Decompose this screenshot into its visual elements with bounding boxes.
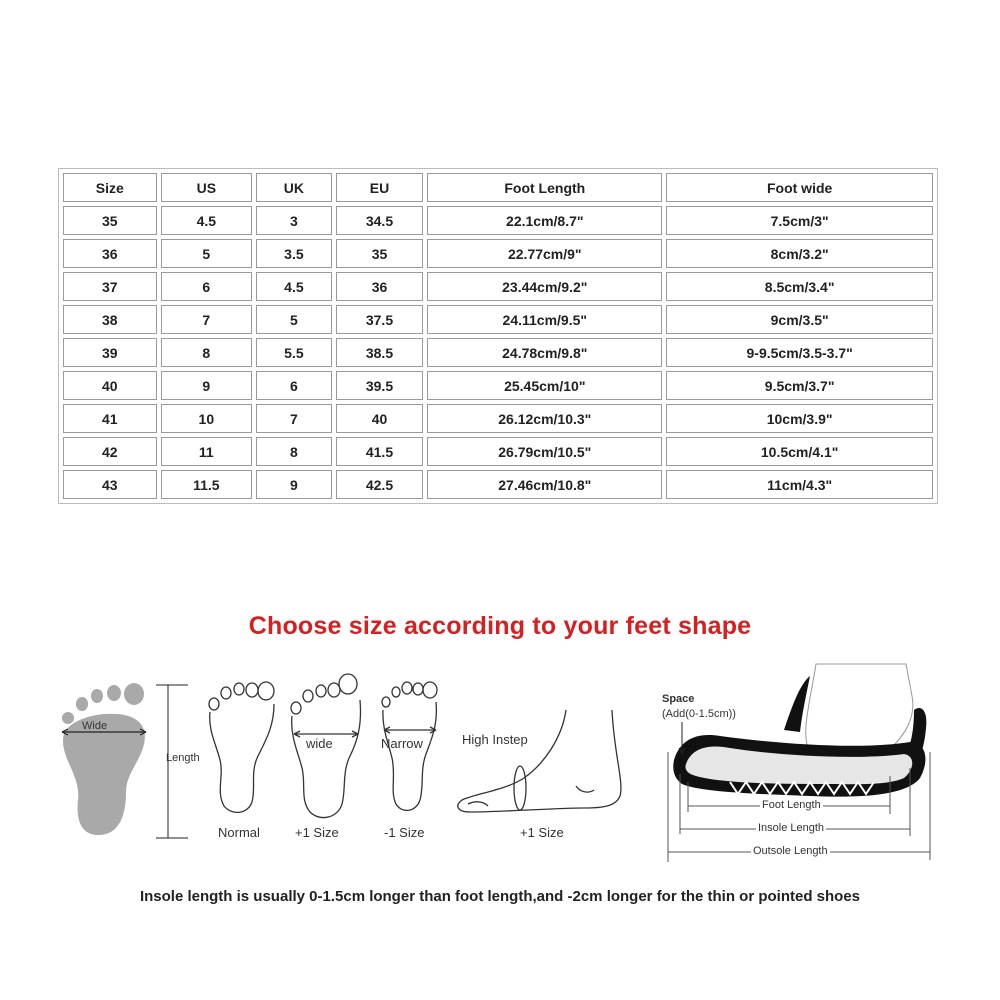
guide-headline: Choose size according to your feet shape [248, 612, 752, 640]
wide-label: Wide [82, 720, 108, 732]
cell-size: 35 [63, 206, 157, 235]
normal-foot-icon [204, 680, 280, 816]
cell-us: 7 [161, 305, 253, 334]
size-chart-table [58, 168, 938, 504]
cell-size: 39 [63, 338, 157, 367]
table-row [63, 338, 933, 367]
outsole-length-label: Outsole Length [753, 845, 828, 857]
table-row [63, 305, 933, 334]
cell-eu: 37.5 [336, 305, 424, 334]
cell-foot-wide: 11cm/4.3" [666, 470, 933, 499]
cell-eu: 34.5 [336, 206, 424, 235]
cell-eu: 42.5 [336, 470, 424, 499]
cell-us: 10 [161, 404, 253, 433]
cell-foot-length: 27.46cm/10.8" [427, 470, 662, 499]
cell-foot-length: 25.45cm/10" [427, 371, 662, 400]
cell-size: 41 [63, 404, 157, 433]
cell-foot-length: 22.1cm/8.7" [427, 206, 662, 235]
header-us: US [161, 173, 253, 202]
cell-foot-length: 26.12cm/10.3" [427, 404, 662, 433]
insole-footnote: Insole length is usually 0-1.5cm longer than foot length,and -2cm longer for the thin or pointed shoes [139, 888, 861, 905]
cell-us: 5 [161, 239, 253, 268]
header-eu: EU [336, 173, 424, 202]
cell-foot-wide: 9-9.5cm/3.5-3.7" [666, 338, 933, 367]
cell-uk: 4.5 [256, 272, 332, 301]
cell-foot-length: 26.79cm/10.5" [427, 437, 662, 466]
cell-size: 37 [63, 272, 157, 301]
header-size: Size [63, 173, 157, 202]
cell-eu: 38.5 [336, 338, 424, 367]
cell-eu: 41.5 [336, 437, 424, 466]
space-title: Space [662, 693, 695, 705]
table-row [63, 272, 933, 301]
cell-foot-length: 22.77cm/9" [427, 239, 662, 268]
cell-us: 6 [161, 272, 253, 301]
table-row [63, 239, 933, 268]
cell-us: 4.5 [161, 206, 253, 235]
header-uk: UK [256, 173, 332, 202]
table-row [63, 404, 933, 433]
cell-foot-wide: 9cm/3.5" [666, 305, 933, 334]
cell-uk: 9 [256, 470, 332, 499]
table-row [63, 206, 933, 235]
header-foot-wide: Foot wide [666, 173, 933, 202]
cell-foot-wide: 8.5cm/3.4" [666, 272, 933, 301]
cell-us: 9 [161, 371, 253, 400]
cell-uk: 5 [256, 305, 332, 334]
cell-uk: 3 [256, 206, 332, 235]
high-instep-title: High Instep [462, 732, 528, 747]
minus-one-size-label: -1 Size [384, 825, 425, 840]
cell-size: 43 [63, 470, 157, 499]
table-row [63, 437, 933, 466]
cell-eu: 40 [336, 404, 424, 433]
cell-us: 8 [161, 338, 253, 367]
cell-size: 36 [63, 239, 157, 268]
table-row [63, 371, 933, 400]
foot-length-label: Foot Length [762, 799, 821, 811]
cell-us: 11.5 [161, 470, 253, 499]
cell-eu: 39.5 [336, 371, 424, 400]
cell-foot-wide: 7.5cm/3" [666, 206, 933, 235]
table-header-row [63, 173, 933, 202]
cell-uk: 8 [256, 437, 332, 466]
normal-size-label: Normal [218, 825, 260, 840]
narrow-mark-label: Narrow [381, 736, 423, 751]
cell-foot-wide: 10cm/3.9" [666, 404, 933, 433]
cell-size: 42 [63, 437, 157, 466]
high-instep-size-label: +1 Size [520, 825, 564, 840]
shoe-cross-section-icon [660, 656, 940, 866]
cell-foot-length: 24.11cm/9.5" [427, 305, 662, 334]
cell-uk: 3.5 [256, 239, 332, 268]
space-note: (Add(0-1.5cm)) [662, 708, 736, 720]
cell-foot-wide: 9.5cm/3.7" [666, 371, 933, 400]
cell-eu: 36 [336, 272, 424, 301]
cell-uk: 5.5 [256, 338, 332, 367]
cell-size: 40 [63, 371, 157, 400]
cell-uk: 6 [256, 371, 332, 400]
plus-one-size-label: +1 Size [295, 825, 339, 840]
wide-mark-label: wide [306, 736, 333, 751]
high-instep-icon [454, 708, 630, 824]
cell-foot-wide: 10.5cm/4.1" [666, 437, 933, 466]
cell-size: 38 [63, 305, 157, 334]
cell-eu: 35 [336, 239, 424, 268]
header-foot-length: Foot Length [427, 173, 662, 202]
cell-us: 11 [161, 437, 253, 466]
cell-foot-length: 23.44cm/9.2" [427, 272, 662, 301]
table-row [63, 470, 933, 499]
cell-foot-length: 24.78cm/9.8" [427, 338, 662, 367]
cell-uk: 7 [256, 404, 332, 433]
length-label: Length [166, 752, 200, 764]
cell-foot-wide: 8cm/3.2" [666, 239, 933, 268]
insole-length-label: Insole Length [758, 822, 825, 834]
